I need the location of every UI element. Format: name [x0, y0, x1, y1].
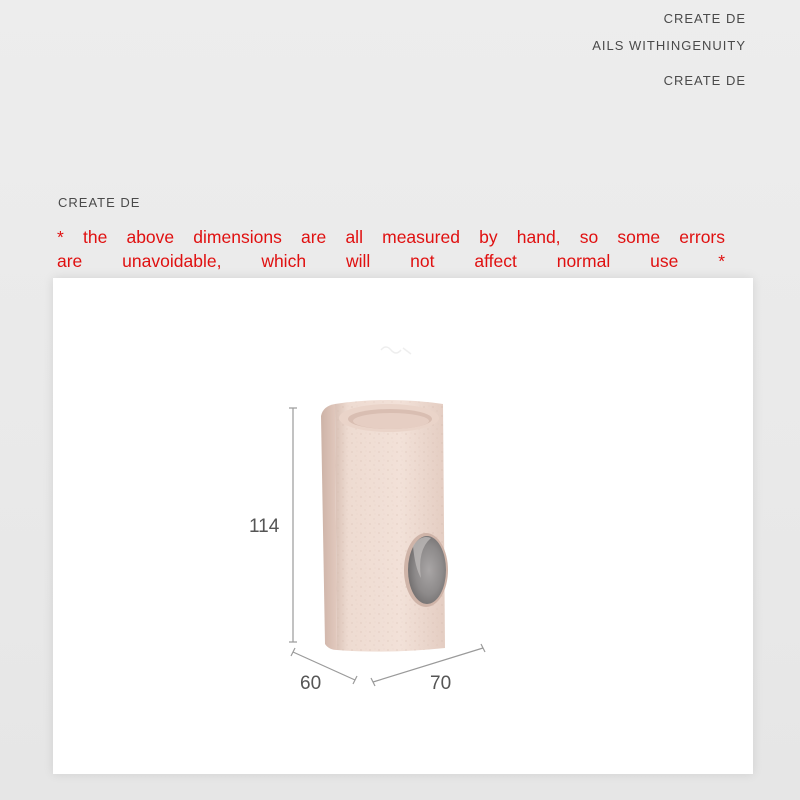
header-text-2: AILS WITHINGENUITY [592, 38, 746, 53]
header-text-3: CREATE DE [663, 73, 746, 88]
product-image-panel [53, 278, 753, 774]
cup-holder-illustration [321, 400, 448, 652]
height-dimension-line [289, 408, 297, 642]
product-dimension-drawing [53, 278, 753, 774]
disclaimer-line-1: * the above dimensions are all measured by hand, so some errors [57, 227, 725, 247]
faint-logo-icon [381, 347, 411, 354]
header-text-4: CREATE DE [58, 195, 141, 210]
height-label: 114 [249, 516, 280, 537]
disclaimer-line-2: are unavoidable, which will not affect normal use * [57, 251, 725, 271]
depth-label: 60 [300, 673, 322, 694]
header-text-1: CREATE DE [663, 11, 746, 26]
width-label: 70 [430, 673, 452, 694]
